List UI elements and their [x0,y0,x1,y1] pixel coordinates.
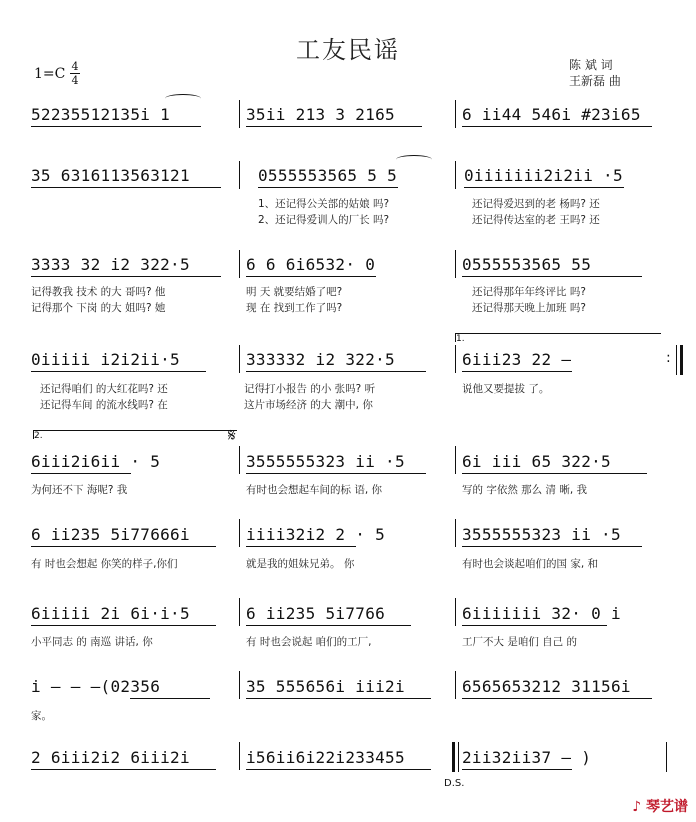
row7-measure3-notes: 6iiiiiii 32· 0 i [462,604,621,623]
row7-measure1-notes: 6iiiii 2i 6i·i·5 [31,604,190,623]
bar-line [239,519,240,547]
bar-line [239,598,240,626]
row7-measure2-notes: 6 ii235 5i7766 [246,604,386,623]
row5-measure1-notes: 6iii2i6ii · 5 [31,452,161,471]
row2-measure1-notes: 35 6316113563121 [31,166,190,185]
beam-underline [246,698,431,699]
row4-lyric2-m1: 还记得车间 的流水线吗? 在 [40,399,168,411]
beam-underline [462,473,647,474]
repeat-bar-thin [676,345,677,375]
volta-2-label: 2. [34,431,43,441]
row4-lyric1-m1: 还记得咱们 的大红花吗? 还 [40,383,168,395]
time-signature [70,61,80,86]
row5-lyric-m1: 为何还不下 海呢? 我 [31,484,128,496]
row3-measure1-notes: 3333 32 i2 322·5 [31,255,190,274]
lyricist-credit: 陈 斌 词 [569,58,613,72]
beam-underline [31,187,221,188]
row5-lyric-m3: 写的 字依然 那么 清 晰, 我 [462,484,588,496]
row3-lyric1-m1: 记得教我 技术 的大 哥吗? 他 [31,286,166,298]
row2-lyric2-m2: 2、还记得爱训人的厂长 吗? [258,214,390,226]
bar-line [239,161,240,189]
row8-lyric-m1: 家。 [31,710,52,722]
site-logo [632,796,688,816]
row5-lyric-m2: 有时也会想起车间的标 语, 你 [246,484,383,496]
row3-lyric2-m2: 现 在 找到工作了吗? [246,302,343,314]
beam-underline [462,698,652,699]
bar-line [455,161,456,189]
bar-line [455,100,456,128]
bar-line [455,345,456,373]
row3-lyric2-m3: 还记得那天晚上加班 吗? [472,302,586,314]
ds-bar-thin [458,742,459,772]
bar-line [239,446,240,474]
row4-measure1-notes: 0iiiii i2i2ii·5 [31,350,180,369]
key-signature: 1=C [34,66,66,82]
bar-line [239,100,240,128]
logo-icon: ♪ [632,799,642,815]
beam-underline [31,473,131,474]
bar-line [666,742,667,772]
bar-line [239,345,240,373]
beam-underline [31,276,221,277]
segno-sign: 𝄋 [228,425,236,446]
row2-lyric1-m2: 1、还记得公关部的姑娘 吗? [258,198,390,210]
row9-measure3-notes: 2ii32ii37 – ) [462,748,592,767]
dal-segno-mark: D.S. [444,778,465,789]
row6-lyric-m1: 有 时也会想起 你笑的样子,你们 [31,558,178,570]
beam-underline [31,371,206,372]
beam-underline [462,276,642,277]
beam-underline [246,473,426,474]
beam-underline [31,769,216,770]
row7-lyric-m3: 工厂不大 是咱们 自己 的 [462,636,578,648]
beam-underline [464,187,624,188]
row1-measure2-notes: 35ii 213 3 2165 [246,105,395,124]
row6-lyric-m3: 有时也会谈起咱们的国 家, 和 [462,558,599,570]
beam-underline [31,625,216,626]
row8-measure1-notes: i – – –(02356 [31,677,161,696]
row2-lyric1-m3: 还记得爱迟到的老 杨吗? 还 [472,198,600,210]
song-title: 工友民谣 [296,36,400,64]
row6-measure1-notes: 6 ii235 5i77666i [31,525,190,544]
row2-measure3-notes: 0iiiiiii2i2ii ·5 [464,166,623,185]
beam-underline [462,769,572,770]
row7-lyric-m1: 小平同志 的 南巡 讲话, 你 [31,636,153,648]
row8-measure2-notes: 35 555656i iii2i [246,677,405,696]
beam-underline [258,187,398,188]
ds-bar-thick [452,742,455,772]
beam-underline [246,625,411,626]
row6-measure2-notes: iiii32i2 2 · 5 [246,525,386,544]
row6-measure3-notes: 3555555323 ii ·5 [462,525,621,544]
row4-lyric2-m2: 这片市场经济 的大 潮中, 你 [244,399,373,411]
row7-lyric-m2: 有 时也会说起 咱们的工厂, [246,636,372,648]
row9-measure1-notes: 2 6iii2i2 6iii2i [31,748,190,767]
beam-underline [31,546,216,547]
bar-line [239,671,240,699]
row3-measure3-notes: 0555553565 55 [462,255,592,274]
beam-underline [462,625,607,626]
beam-underline [462,371,572,372]
row3-lyric2-m1: 记得那个 下岗 的大 姐吗? 她 [31,302,166,314]
row4-measure2-notes: 333332 i2 322·5 [246,350,395,369]
bar-line [455,446,456,474]
meter-bottom: 4 [71,74,79,87]
beam-underline [246,126,422,127]
row9-measure2-notes: i56ii6i22i233455 [246,748,405,767]
row2-measure2-notes: 0555553565 5 5 [258,166,398,185]
row4-lyric1-m3: 说他又要提拔 了。 [462,383,550,395]
beam-underline [130,698,210,699]
volta-1 [455,333,661,342]
row1-measure1-notes: 52235512135i 1 [31,105,171,124]
bar-line [455,598,456,626]
composer-credit: 王新磊 曲 [569,74,621,88]
bar-line [239,250,240,278]
row3-lyric1-m2: 明 天 就要结婚了吧? [246,286,343,298]
row1-measure3-notes: 6 ii44 546i #23i65 [462,105,641,124]
bar-line [455,250,456,278]
bar-line [239,742,240,770]
meter-top: 4 [71,60,79,73]
beam-underline [246,276,376,277]
slur [165,94,201,103]
bar-line [455,519,456,547]
slur [396,155,432,164]
row5-measure2-notes: 3555555323 ii ·5 [246,452,405,471]
row3-measure2-notes: 6 6 6i6532· 0 [246,255,376,274]
volta-1-label: 1. [456,334,465,344]
row6-lyric-m2: 就是我的姐妹兄弟。 你 [246,558,355,570]
volta-2 [33,430,237,439]
beam-underline [246,769,431,770]
row2-lyric2-m3: 还记得传达室的老 王吗? 还 [472,214,600,226]
logo-text: 琴艺谱 [646,799,688,815]
row8-measure3-notes: 6565653212 31156i [462,677,631,696]
repeat-dots: : [666,350,671,366]
row5-measure3-notes: 6i iii 65 322·5 [462,452,611,471]
bar-line [455,671,456,699]
beam-underline [246,546,356,547]
row4-measure3-notes: 6iii23 22 – [462,350,572,369]
beam-underline [462,126,652,127]
beam-underline [462,546,642,547]
row4-lyric1-m2: 记得打小报告 的小 张吗? 听 [244,383,376,395]
row3-lyric1-m3: 还记得那年年终评比 吗? [472,286,586,298]
beam-underline [246,371,426,372]
beam-underline [31,126,201,127]
repeat-bar-thick [680,345,683,375]
